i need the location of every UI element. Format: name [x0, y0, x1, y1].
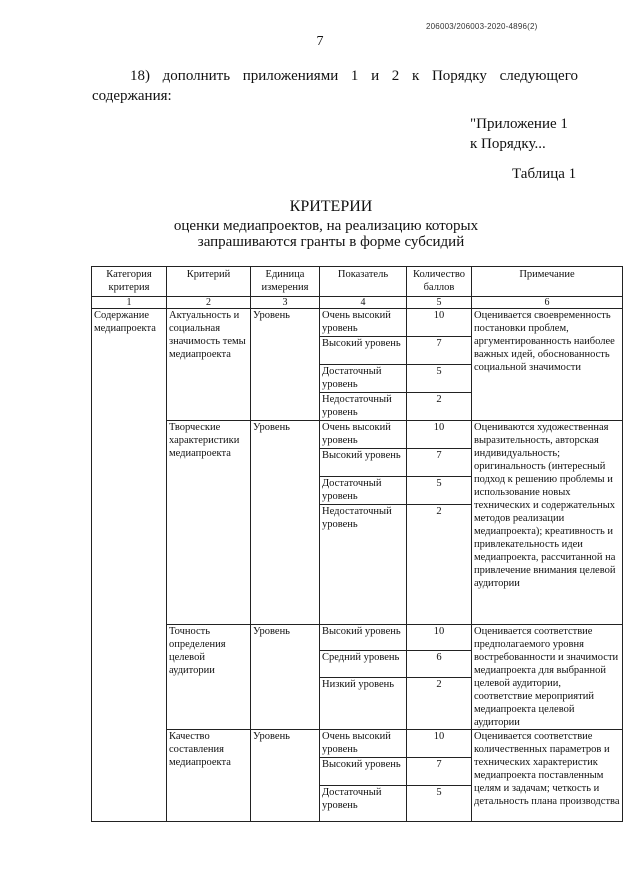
- note-cell: Оценивается соответствие количественных параметров и технических характеристик медиапроекта поставленным целям и задачам; четкость и детальность плана производства: [472, 730, 623, 822]
- points-cell: 5: [407, 786, 472, 822]
- indicator-cell: Достаточный уровень: [320, 365, 407, 393]
- category-cell: Содержание медиапроекта: [92, 309, 167, 822]
- header-unit: Единица измерения: [251, 267, 320, 297]
- indicator-cell: Достаточный уровень: [320, 477, 407, 505]
- indicator-cell: Недостаточный уровень: [320, 505, 407, 625]
- points-cell: 7: [407, 337, 472, 365]
- document-id: 206003/206003-2020-4896(2): [426, 22, 538, 31]
- column-number: 2: [167, 297, 251, 309]
- points-cell: 7: [407, 449, 472, 477]
- amendment-item-18: [92, 66, 578, 106]
- table-row: [92, 625, 623, 651]
- indicator-cell: Высокий уровень: [320, 758, 407, 786]
- title-subline-1: оценки медиапроектов, на реализацию которых: [173, 218, 479, 234]
- indicator-cell: Низкий уровень: [320, 677, 407, 730]
- appendix-line-1: "Приложение 1: [470, 116, 568, 132]
- header-category: Категория критерия: [92, 267, 167, 297]
- note-cell: Оцениваются художественная выразительность, авторская индивидуальность; оригинальность (интересный подход к решению проблемы и использование новых технических и содержательных методов реализации медиапроекта); креативность и привлекательность идеи медиапроекта, рассчитанной на привлечение внимания целевой аудитории: [472, 421, 623, 625]
- points-cell: 2: [407, 505, 472, 625]
- unit-cell: Уровень: [251, 730, 320, 822]
- criterion-cell: Качество составления медиапроекта: [167, 730, 251, 822]
- points-cell: 6: [407, 651, 472, 677]
- page-number: 7: [316, 34, 324, 49]
- unit-cell: Уровень: [251, 309, 320, 421]
- column-number: 1: [92, 297, 167, 309]
- amendment-line-2: содержания:: [92, 88, 172, 104]
- indicator-cell: Высокий уровень: [320, 449, 407, 477]
- indicator-cell: Очень высокий уровень: [320, 309, 407, 337]
- points-cell: 7: [407, 758, 472, 786]
- indicator-cell: Недостаточный уровень: [320, 393, 407, 421]
- note-cell: Оценивается своевременность постановки проблем, аргументированность наиболее важных идей, обоснованность социальной значимости: [472, 309, 623, 421]
- criterion-cell: Творческие характеристики медиапроекта: [167, 421, 251, 625]
- header-note: Примечание: [472, 267, 623, 297]
- column-number: 4: [320, 297, 407, 309]
- table-row: [92, 730, 623, 758]
- table-row: [92, 421, 623, 449]
- indicator-cell: Достаточный уровень: [320, 786, 407, 822]
- table-number-row: [92, 297, 623, 309]
- points-cell: 10: [407, 309, 472, 337]
- column-number: 6: [472, 297, 623, 309]
- unit-cell: Уровень: [251, 625, 320, 730]
- note-cell: Оценивается соответствие предполагаемого уровня востребованности и значимости медиапроекта для выбранной целевой аудитории, соответствие мероприятий медиапроекта целевой аудитории: [472, 625, 623, 730]
- appendix-heading: [470, 114, 568, 154]
- title-heading: КРИТЕРИИ: [289, 198, 373, 215]
- criteria-table: [91, 266, 623, 822]
- table-row: [92, 309, 623, 337]
- points-cell: 5: [407, 477, 472, 505]
- indicator-cell: Высокий уровень: [320, 625, 407, 651]
- indicator-cell: Средний уровень: [320, 651, 407, 677]
- criterion-cell: Актуальность и социальная значимость темы медиапроекта: [167, 309, 251, 421]
- points-cell: 10: [407, 730, 472, 758]
- table-label: Таблица 1: [512, 166, 577, 182]
- points-cell: 2: [407, 393, 472, 421]
- table-header-row: [92, 267, 623, 297]
- header-criterion: Критерий: [167, 267, 251, 297]
- header-indicator: Показатель: [320, 267, 407, 297]
- indicator-cell: Высокий уровень: [320, 337, 407, 365]
- appendix-line-2: к Порядку...: [470, 136, 546, 152]
- column-number: 5: [407, 297, 472, 309]
- column-number: 3: [251, 297, 320, 309]
- title-subline-2: запрашиваются гранты в форме субсидий: [197, 234, 465, 250]
- points-cell: 2: [407, 677, 472, 730]
- unit-cell: Уровень: [251, 421, 320, 625]
- amendment-line-1: 18) дополнить приложениями 1 и 2 к Порядку следующего: [130, 68, 578, 84]
- indicator-cell: Очень высокий уровень: [320, 730, 407, 758]
- criterion-cell: Точность определения целевой аудитории: [167, 625, 251, 730]
- points-cell: 10: [407, 625, 472, 651]
- indicator-cell: Очень высокий уровень: [320, 421, 407, 449]
- points-cell: 10: [407, 421, 472, 449]
- points-cell: 5: [407, 365, 472, 393]
- header-points: Количество баллов: [407, 267, 472, 297]
